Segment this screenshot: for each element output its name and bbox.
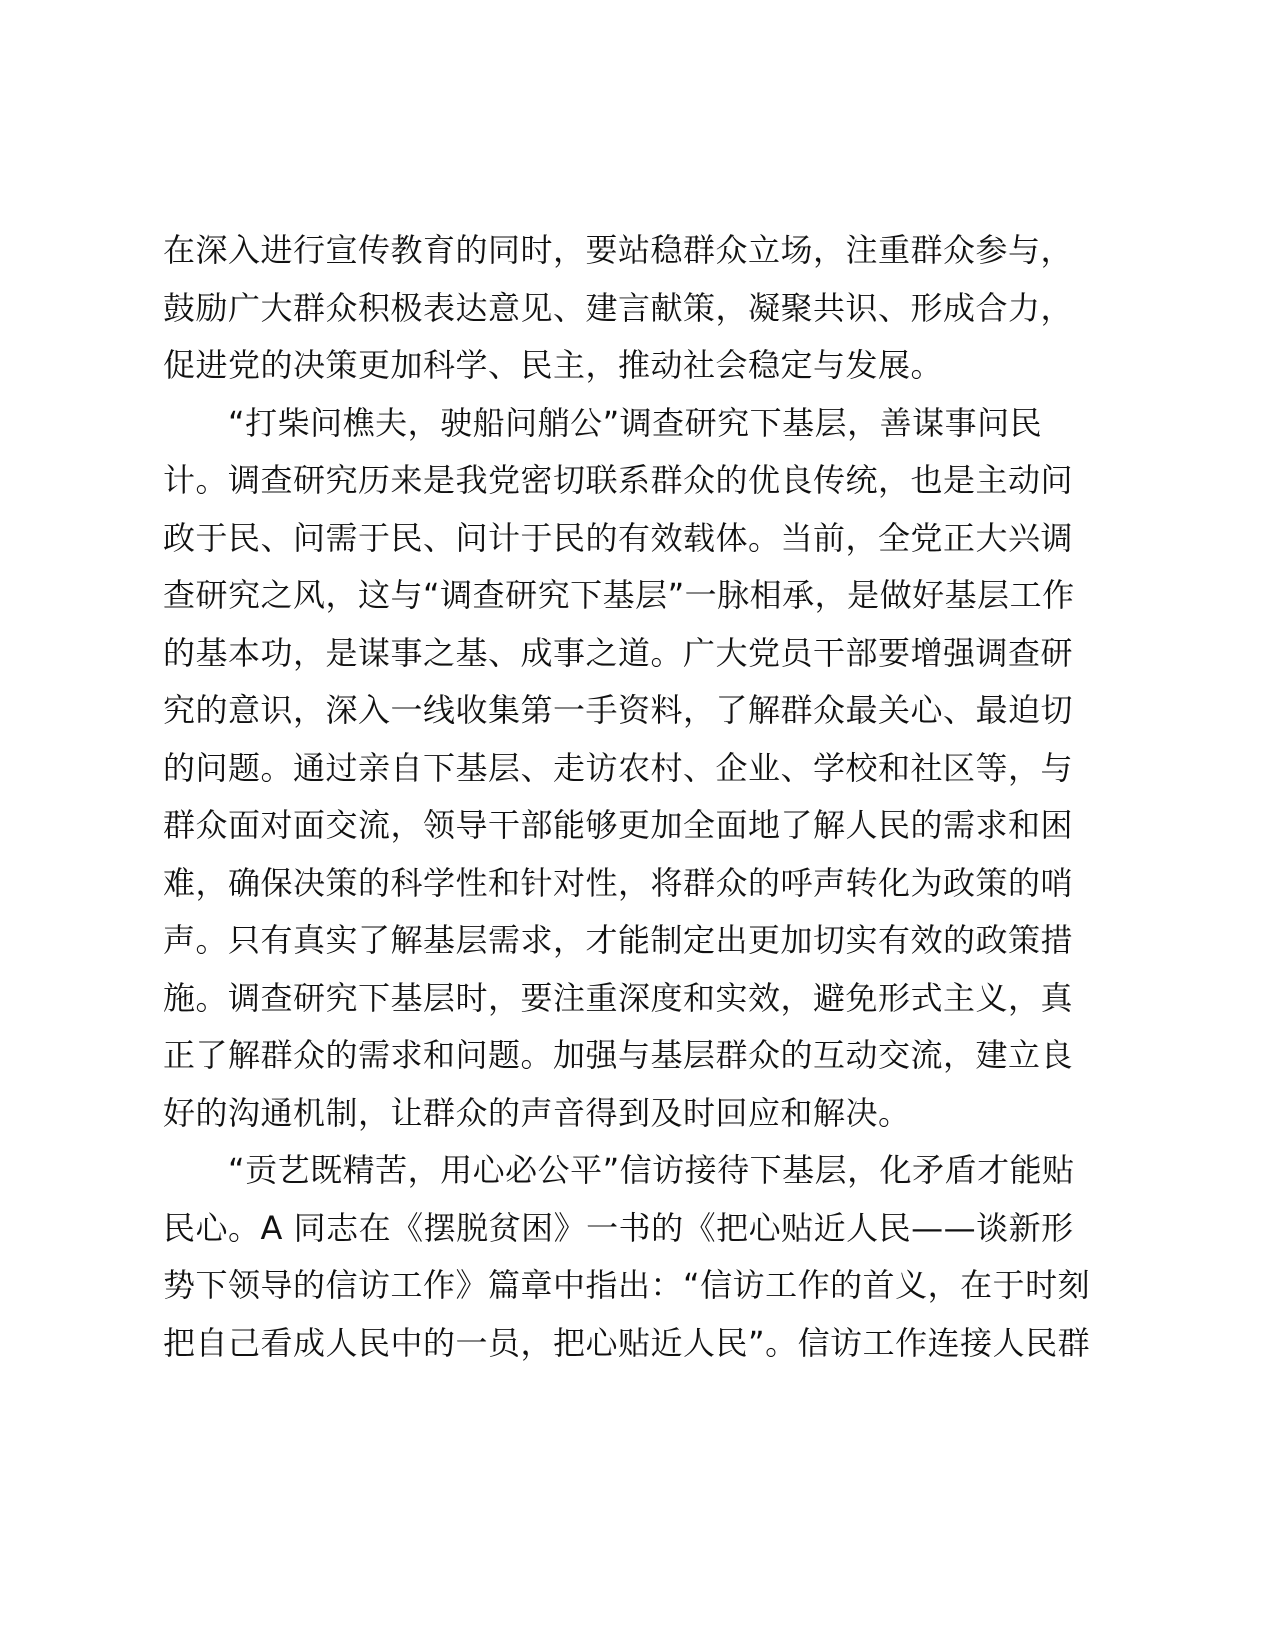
text-line: 民心。A 同志在《摆脱贫困》一书的《把心贴近人民——谈新形 — [163, 1208, 1074, 1247]
text-line: 群众面对面交流，领导干部能够更加全面地了解人民的需求和困 — [163, 806, 1074, 844]
text-line: 鼓励广大群众积极表达意见、建言献策，凝聚共识、形成合力， — [163, 288, 1074, 327]
text-line: 在深入进行宣传教育的同时，要站稳群众立场，注重群众参与， — [163, 231, 1074, 269]
text-line: 正了解群众的需求和问题。加强与基层群众的互动交流，建立良 — [163, 1036, 1074, 1074]
text-line: 政于民、问需于民、问计于民的有效载体。当前，全党正大兴调 — [163, 518, 1074, 557]
text-line: 势下领导的信访工作》篇章中指出：“信访工作的首义，在于时刻 — [163, 1266, 1091, 1304]
text-line: “贡艺既精苦，用心必公平”信访接待下基层，化矛盾才能贴 — [163, 1151, 1075, 1189]
text-line: 把自己看成人民中的一员，把心贴近人民”。信访工作连接人民群 — [163, 1323, 1091, 1362]
text-line: 计。调查研究历来是我党密切联系群众的优良传统，也是主动问 — [163, 461, 1074, 499]
text-line: 究的意识，深入一线收集第一手资料，了解群众最关心、最迫切 — [163, 691, 1074, 729]
text-line: 查研究之风，这与“调查研究下基层”一脉相承，是做好基层工作 — [163, 576, 1075, 614]
body-text — [163, 222, 1121, 1372]
text-line: 难，确保决策的科学性和针对性，将群众的呼声转化为政策的哨 — [163, 863, 1074, 902]
text-line: 声。只有真实了解基层需求，才能制定出更加切实有效的政策措 — [163, 921, 1074, 959]
text-line: “打柴问樵夫，驶船问艄公”调查研究下基层，善谋事问民 — [163, 403, 1043, 442]
text-line: 施。调查研究下基层时，要注重深度和实效，避免形式主义，真 — [163, 978, 1074, 1017]
text-line: 好的沟通机制，让群众的声音得到及时回应和解决。 — [163, 1093, 911, 1132]
text-line: 的问题。通过亲自下基层、走访农村、企业、学校和社区等，与 — [163, 748, 1074, 787]
text-line: 促进党的决策更加科学、民主，推动社会稳定与发展。 — [163, 346, 944, 384]
text-line: 的基本功，是谋事之基、成事之道。广大党员干部要增强调查研 — [163, 633, 1074, 672]
